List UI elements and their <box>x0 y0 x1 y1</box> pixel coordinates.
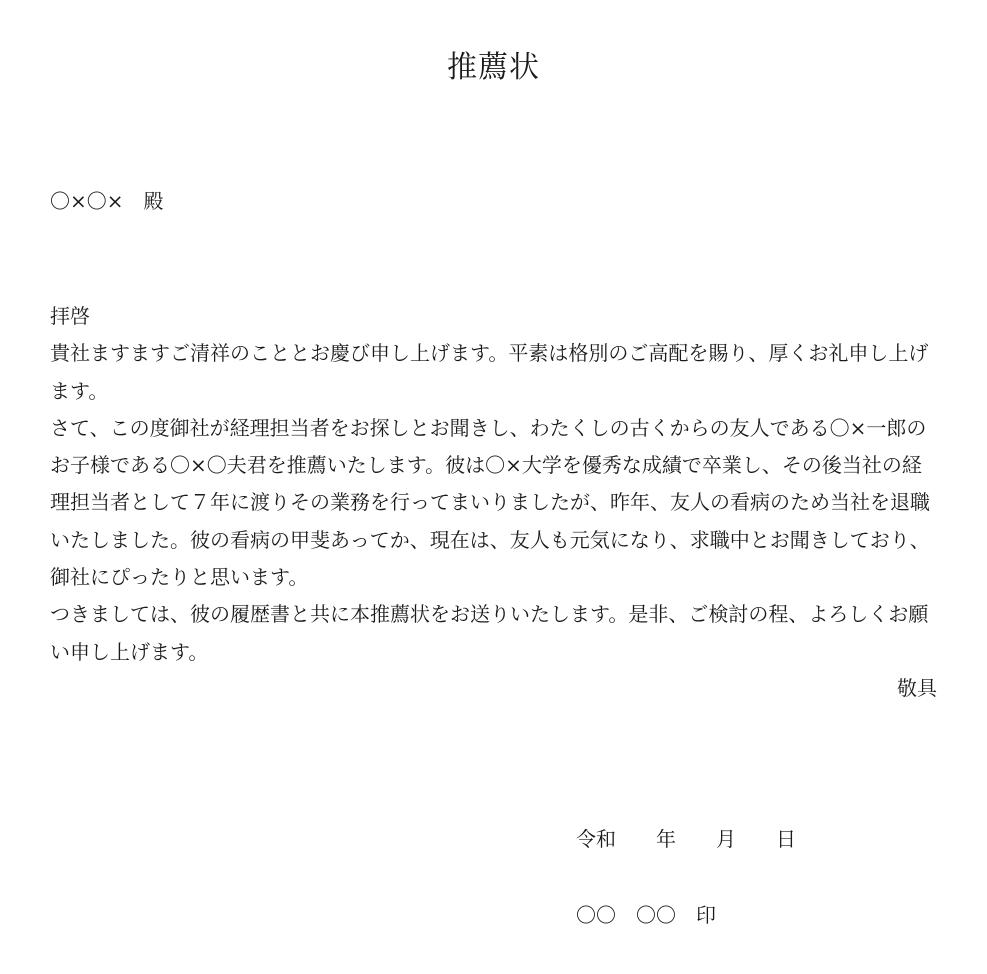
closing-phrase: 敬具 <box>897 676 937 700</box>
sender-signature: 〇〇 〇〇 印 <box>576 903 716 927</box>
document-title: 推薦状 <box>447 50 540 85</box>
paragraph-request: つきましては、彼の履歴書と共に本推薦状をお送りいたします。是非、ご検討の程、よろしくお願い申し上げます。 <box>50 602 929 664</box>
letter-body <box>50 298 940 671</box>
date-line: 令和 年 月 日 <box>576 827 796 851</box>
paragraph-greeting: 貴社ますますご清祥のこととお慶び申し上げます。平素は格別のご高配を賜り、厚くお礼申し上げます。 <box>50 341 929 403</box>
salutation: 拝啓 <box>50 304 90 328</box>
recipient-name: 〇×〇× 殿 <box>50 189 164 213</box>
paragraph-recommendation: さて、この度御社が経理担当者をお探しとお聞きし、わたくしの古くからの友人である〇×一郎のお子様である〇×〇夫君を推薦いたします。彼は〇×大学を優秀な成績で卒業し、その後当社の経理担当者として７年に渡りその業務を行ってまいりましたが、昨年、友人の看病のため当社を退職いたしました。彼の看病の甲斐あってか、現在は、友人も元気になり、求職中とお聞きしており、御社にぴったりと思います。 <box>50 415 930 590</box>
